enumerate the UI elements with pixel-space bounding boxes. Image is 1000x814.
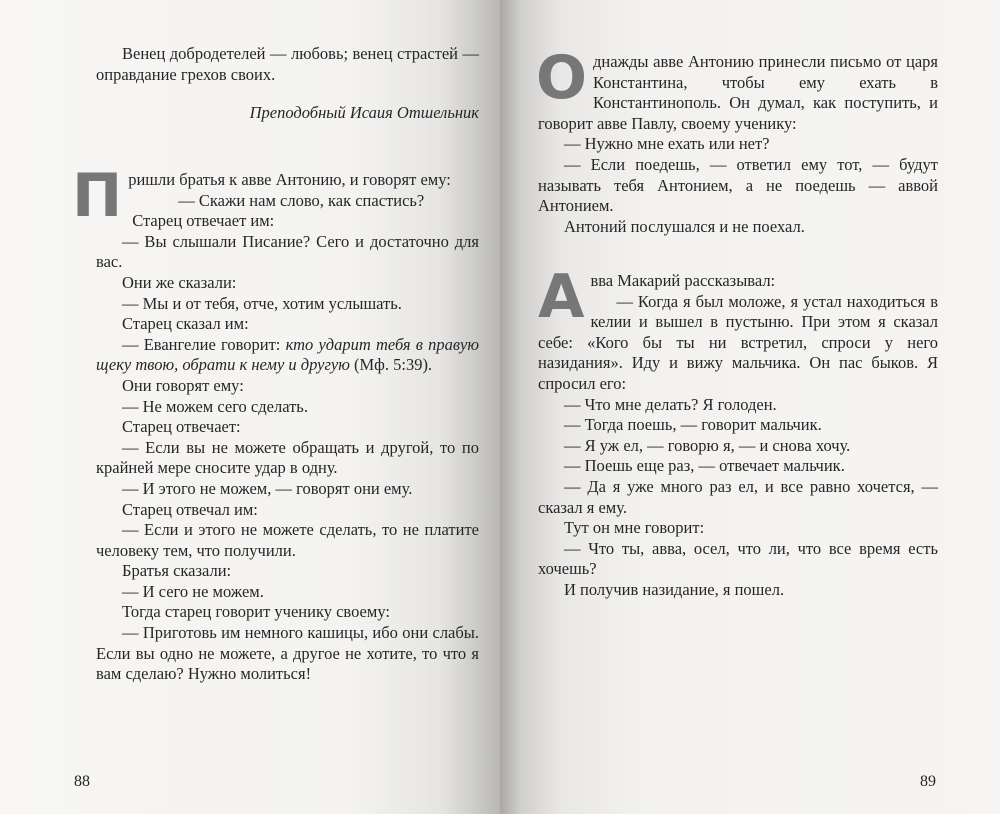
- drop-cap-letter: П: [72, 161, 123, 231]
- story-first-line: вва Макарий рассказывал:: [590, 271, 776, 290]
- story-antony-brothers: [72, 161, 479, 685]
- story-first-speech: — Когда я был моложе, я устал находиться в келии и вышел в пустыню. При этом я сказал себе: «Кого бы ты ни встретил, спроси у него назидания». Иду и вижу мальчика. Он пас быков. Я спросил его:: [538, 291, 938, 393]
- story-line: — Не можем сего сделать.: [122, 396, 308, 416]
- right-page: [500, 0, 1000, 814]
- epigraph-block: [96, 44, 479, 124]
- story-gospel-line: [96, 335, 479, 376]
- story-antony-letter: [536, 43, 938, 237]
- page-number-left: 88: [74, 773, 90, 790]
- story-line: Старец отвечает им:: [132, 211, 275, 231]
- story-line: Они же сказали:: [122, 272, 237, 292]
- story-line: Они говорят ему:: [122, 375, 244, 395]
- story-first-line: ришли братья к авве Антонию, и говорят ему:: [128, 170, 451, 189]
- story-line: Тут он мне говорит:: [564, 518, 705, 538]
- story-line: — Нужно мне ехать или нет?: [564, 134, 770, 154]
- story-line: Антоний послушался и не поехал.: [564, 216, 805, 236]
- story-line: — Приготовь им немного кашицы, ибо они слабы. Если вы одно не можете, а другое не хотите, то что я вам сделаю? Нужно молиться!: [96, 623, 479, 684]
- story-line: — Мы и от тебя, отче, хотим услышать.: [122, 293, 402, 313]
- story-line: — Вы слышали Писание? Сего и достаточно для вас.: [96, 231, 479, 272]
- story-line: — Что ты, авва, осел, что ли, что все время есть хочешь?: [538, 538, 938, 579]
- story-line: — И сего не можем.: [122, 581, 264, 601]
- story-line: И получив назидание, я пошел.: [564, 579, 785, 599]
- story-line: Старец отвечал им:: [122, 499, 258, 519]
- story-macarius: [538, 262, 938, 601]
- story-line: — Да я уже много раз ел, и все равно хочется, — сказал я ему.: [538, 476, 938, 517]
- story-line: Братья сказали:: [122, 561, 232, 581]
- gospel-quote: кто ударит тебя в правую щеку твою, обрати к нему и другую: [96, 334, 479, 375]
- story-line: — Тогда поешь, — говорит мальчик.: [564, 415, 822, 435]
- story-line: — Если поедешь, — ответил ему тот, — будут называть тебя Антонием, а не поедешь — аввой Антонием.: [538, 154, 938, 216]
- epigraph-attribution: Преподобный Исаия Отшельник: [249, 103, 479, 123]
- story-line: — Если вы не можете обращать и другой, то по крайней мере сносите удар в одну.: [96, 437, 479, 478]
- story-line: Тогда старец говорит ученику своему:: [122, 602, 390, 622]
- gospel-prefix: — Евангелие говорит:: [122, 334, 286, 354]
- gospel-reference: (Мф. 5:39).: [349, 355, 433, 375]
- story-line: — Я уж ел, — говорю я, — и снова хочу.: [564, 435, 851, 455]
- page-number-right: 89: [920, 773, 936, 790]
- story-line: — И этого не можем, — говорят они ему.: [122, 478, 413, 498]
- story-line: Старец отвечает:: [122, 417, 241, 437]
- drop-cap-letter: А: [538, 262, 585, 332]
- story-line: — Что мне делать? Я голоден.: [564, 394, 777, 414]
- story-line: — Скажи нам слово, как спастись?: [178, 190, 425, 210]
- drop-cap-letter: О: [536, 43, 588, 113]
- story-line: Старец сказал им:: [122, 314, 249, 334]
- story-first-paragraph: днажды авве Антонию принесли письмо от царя Константина, чтобы ему ехать в Константинополь. Он думал, как поступить, и говорит авве Павлу, своему ученику:: [538, 52, 938, 133]
- story-line: — Поешь еще раз, — отвечает мальчик.: [564, 456, 845, 476]
- epigraph-text: Венец добродетелей — любовь; венец страстей — оправдание грехов своих.: [96, 44, 479, 84]
- story-line: — Если и этого не можете сделать, то не платите человеку тем, что получили.: [96, 520, 479, 560]
